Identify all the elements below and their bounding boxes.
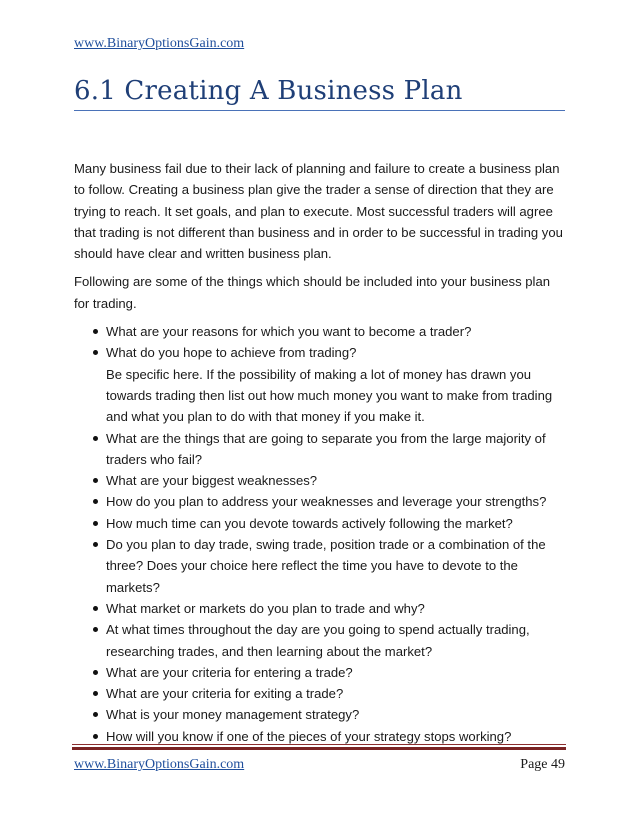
title-divider (74, 110, 565, 111)
list-item-text: What are your criteria for entering a trade? (106, 664, 353, 680)
bullet-icon (93, 691, 98, 696)
section-title: 6.1 Creating A Business Plan (74, 76, 463, 106)
list-item-text: What is your money management strategy? (106, 707, 360, 723)
list-item-text: How much time can you devote towards actively following the market? (106, 515, 513, 531)
bullet-list (74, 321, 566, 747)
list-item-text: What are the things that are going to separate you from the large majority of traders who fail? (106, 430, 546, 467)
list-item-text: What are your criteria for exiting a trade? (106, 686, 344, 702)
list-item-text: How do you plan to address your weaknesses and leverage your strengths? (106, 494, 547, 510)
bullet-icon (93, 478, 98, 483)
list-item-text: What are your biggest weaknesses? (106, 473, 318, 489)
bullet-icon (93, 734, 98, 739)
footer-link[interactable]: www.BinaryOptionsGain.com (74, 757, 245, 772)
list-item (74, 428, 566, 471)
bullet-icon (93, 606, 98, 611)
list-item (74, 470, 566, 491)
list-item-subtext: Be specific here. If the possibility of making a lot of money has drawn you towards trading then list out how much money you want to make from trading and what you plan to do with that money if you make it. (106, 366, 553, 425)
bullet-icon (93, 712, 98, 717)
list-item (74, 513, 566, 534)
list-item (74, 491, 566, 512)
bullet-icon (93, 670, 98, 675)
list-item (74, 683, 566, 704)
page-number: Page 49 (520, 757, 565, 772)
bullet-icon (93, 329, 98, 334)
bullet-icon (93, 350, 98, 355)
list-item-text: What market or markets do you plan to trade and why? (106, 600, 425, 616)
list-item-text: At what times throughout the day are you going to spend actually trading, researching trades, and then learning about the market? (106, 622, 530, 659)
bullet-icon (93, 542, 98, 547)
bullet-icon (93, 627, 98, 632)
header-link[interactable]: www.BinaryOptionsGain.com (74, 36, 245, 51)
bullet-icon (93, 499, 98, 504)
list-item (74, 534, 566, 598)
list-item (74, 342, 566, 427)
footer-divider-thin (72, 744, 566, 745)
list-item (74, 321, 566, 342)
list-item-text: What are your reasons for which you want to become a trader? (106, 324, 472, 340)
footer-divider-thick (72, 747, 566, 750)
list-item (74, 704, 566, 725)
lead-in-paragraph: Following are some of the things which should be included into your business plan for trading. (74, 274, 551, 311)
bullet-icon (93, 436, 98, 441)
list-item (74, 662, 566, 683)
intro-paragraph: Many business fail due to their lack of planning and failure to create a business plan to follow. Creating a business plan give the trader a sense of direction that they are trying to reach. It set goals, and plan to execute. Most successful traders will agree that trading is not different than business and in order to be successful in trading you should have clear and written business plan. (74, 161, 563, 262)
bullet-icon (93, 521, 98, 526)
list-item-text: Do you plan to day trade, swing trade, position trade or a combination of the three? Does your choice here reflect the time you have to devote to the markets? (106, 537, 546, 595)
list-item (74, 619, 566, 662)
list-item-text: How will you know if one of the pieces of your strategy stops working? (106, 728, 512, 744)
body-content (74, 158, 566, 747)
list-item-text: What do you hope to achieve from trading? (106, 345, 357, 361)
list-item (74, 598, 566, 619)
